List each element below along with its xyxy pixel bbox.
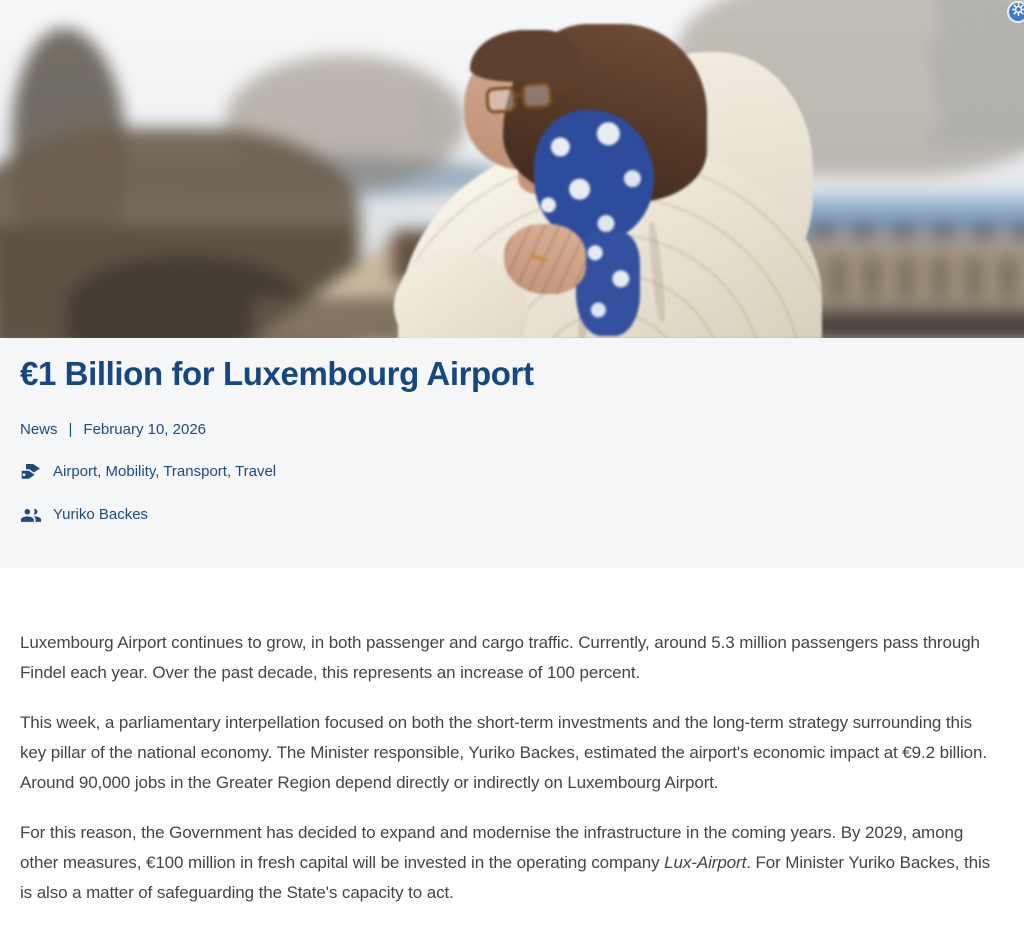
people-icon bbox=[20, 507, 42, 522]
paragraph: This week, a parliamentary interpellation focused on both the short-term investments and the long-term strategy surrounding this key pillar of the national economy. The Minister responsible, Yuriko Backes, estimated the airport's economic impact at €9.2 billion. Around 90,000 jobs in the Greater Region depend directly or indirectly on Luxembourg Airport. bbox=[20, 713, 987, 792]
paragraph bbox=[20, 818, 1002, 908]
glasses-temple bbox=[553, 87, 569, 91]
meta-separator: | bbox=[68, 420, 73, 438]
hero-image bbox=[0, 0, 1024, 338]
gear-icon bbox=[1012, 3, 1024, 21]
author-row bbox=[20, 506, 1004, 523]
page-title: €1 Billion for Luxembourg Airport bbox=[20, 355, 534, 392]
publish-date: February 10, 2026 bbox=[83, 420, 206, 438]
accessibility-widget-button[interactable] bbox=[1007, 1, 1024, 23]
woman-glasses bbox=[485, 80, 573, 118]
glasses-lens bbox=[485, 86, 517, 114]
glasses-lens bbox=[521, 81, 553, 109]
paragraph-text: . For Minister Yuriko Backes, this is also a matter of safeguarding the State's capacity to act. bbox=[20, 853, 991, 902]
tags-list[interactable]: Airport, Mobility, Transport, Travel bbox=[53, 463, 277, 481]
article-header bbox=[0, 338, 1024, 568]
paragraph: Luxembourg Airport continues to grow, in both passenger and cargo traffic. Currently, around 5.3 million passengers pass through Findel each year. Over the past decade, this represents an increase of 100 percent. bbox=[20, 633, 980, 682]
company-name-italic: Lux-Airport bbox=[664, 853, 747, 872]
paragraph-text: For this reason, the Government has decided to expand and modernise the infrastructure in the coming years. By 2029, among other measures, €100 million in fresh capital will be invested in the operating company bbox=[20, 823, 964, 872]
glasses-bridge bbox=[515, 93, 523, 97]
woman-scarf bbox=[534, 110, 654, 242]
woman-hand bbox=[504, 224, 586, 294]
tags-row bbox=[20, 463, 1004, 481]
category-link[interactable]: News bbox=[20, 420, 58, 438]
author-name[interactable]: Yuriko Backes bbox=[53, 505, 149, 523]
woman-hair-fringe bbox=[470, 30, 580, 82]
woman-figure bbox=[0, 0, 1024, 338]
tags-icon bbox=[20, 463, 42, 481]
article-meta bbox=[20, 421, 1004, 438]
article-body bbox=[0, 568, 1024, 908]
